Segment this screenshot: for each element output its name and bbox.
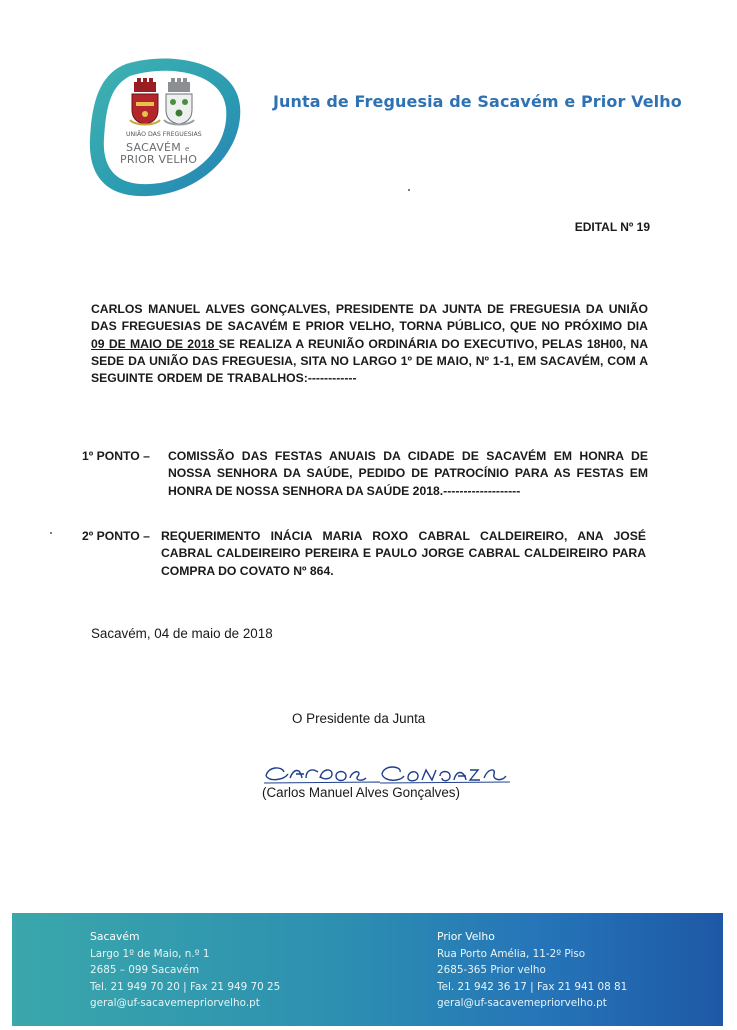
footer-prior-velho — [437, 929, 627, 1012]
announcement-text-start: CARLOS MANUEL ALVES GONÇALVES, PRESIDENTE DA JUNTA DE FREGUESIA DA UNIÃO DAS FREGUESIAS DE SACAVÉM E PRIOR VELHO, TORNA PÚBLICO, QUE NO PRÓXIMO DIA — [91, 302, 648, 334]
footer-prior-velho-phone: Tel. 21 942 36 17 | Fax 21 941 08 81 — [437, 980, 628, 993]
handwritten-signature — [262, 760, 512, 786]
meeting-date: 09 DE MAIO DE 2018 — [91, 336, 219, 351]
scan-speck — [50, 532, 52, 534]
footer-sacavem-email[interactable]: geral@uf-sacavemepriorvelho.pt — [90, 997, 260, 1009]
date-line: Sacavém, 04 de maio de 2018 — [91, 626, 273, 641]
footer-sacavem — [90, 929, 280, 1012]
agenda-point-2-text: REQUERIMENTO INÁCIA MARIA ROXO CABRAL CALDEIREIRO, ANA JOSÉ CABRAL CALDEIREIRO PEREIRA E PAULO JORGE CABRAL CALDEIREIRO PARA COMPRA DO COVATO Nº 864. — [161, 529, 646, 578]
agenda-point-1-label: 1º PONTO – — [82, 449, 150, 463]
footer-prior-velho-title: Prior Velho — [437, 930, 495, 943]
footer-sacavem-phone: Tel. 21 949 70 20 | Fax 21 949 70 25 — [90, 980, 281, 993]
signer-name: (Carlos Manuel Alves Gonçalves) — [262, 785, 460, 800]
logo-text-e: e — [185, 145, 190, 153]
footer-prior-velho-email[interactable]: geral@uf-sacavemepriorvelho.pt — [437, 997, 607, 1009]
footer-prior-velho-postal: 2685-365 Prior velho — [437, 964, 546, 976]
footer-sacavem-address: Largo 1º de Maio, n.º 1 — [90, 947, 210, 960]
organization-name: Junta de Freguesia de Sacavém e Prior Velho — [273, 92, 682, 111]
signature-title: O Presidente da Junta — [292, 711, 426, 726]
prior-velho-coat-of-arms-icon — [164, 78, 194, 125]
agenda-point-1-text: COMISSÃO DAS FESTAS ANUAIS DA CIDADE DE SACAVÉM EM HONRA DE NOSSA SENHORA DA SAÚDE, PEDIDO DE PATROCÍNIO PARA AS FESTAS EM HONRA DE NOSSA SENHORA DA SAÚDE 2018.------------------- — [168, 449, 648, 498]
agenda-point-2-label: 2º PONTO – — [82, 529, 150, 543]
logo-text-line2: PRIOR VELHO — [120, 153, 198, 166]
sacavem-coat-of-arms-icon — [130, 78, 160, 125]
footer-sacavem-postal: 2685 – 099 Sacavém — [90, 964, 200, 976]
footer-band — [12, 913, 723, 1026]
logo-text-small: UNIÃO DAS FREGUESIAS — [126, 131, 202, 138]
announcement-paragraph — [91, 301, 648, 387]
edital-number: EDITAL Nº 19 — [574, 220, 650, 234]
footer-sacavem-title: Sacavém — [90, 930, 140, 943]
announcement-text-end: SE REALIZA A REUNIÃO ORDINÁRIA DO EXECUTIVO, PELAS 18H00, NA SEDE DA UNIÃO DAS FREGUESIA, SITA NO LARGO 1º DE MAIO, Nº 1-1, EM SACAVÉM, COM A SEGUINTE ORDEM DE TRABALHOS:------------ — [91, 336, 648, 386]
logo-emblem — [86, 56, 242, 198]
logo — [86, 56, 242, 198]
footer-prior-velho-address: Rua Porto Amélia, 11-2º Piso — [437, 947, 586, 960]
agenda-point-2 — [82, 528, 652, 582]
scan-speck — [408, 189, 410, 191]
logo-text-line1: SACAVÉM — [126, 141, 182, 154]
agenda-point-1 — [82, 448, 652, 502]
